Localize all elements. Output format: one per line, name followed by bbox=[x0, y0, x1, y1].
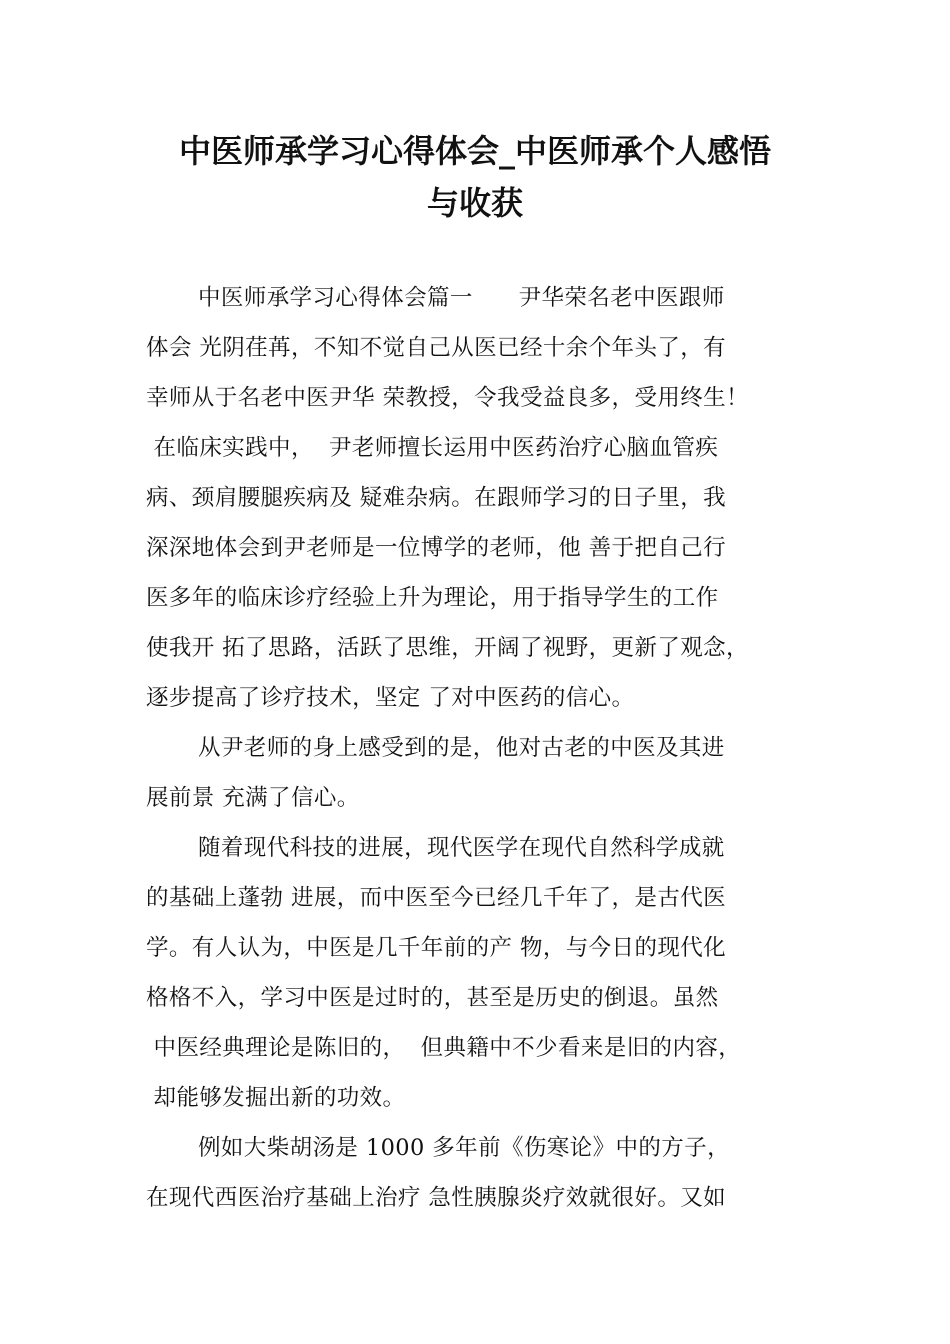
paragraph-line: 展前景 充满了信心。 bbox=[146, 785, 360, 811]
paragraph-line: 逐步提高了诊疗技术，坚定 了对中医药的信心。 bbox=[146, 685, 635, 711]
paragraph-line: 却能够发掘出新的功效。 bbox=[146, 1085, 406, 1111]
paragraph-line: 学。有人认为，中医是几千年前的产 物，与今日的现代化 bbox=[146, 935, 727, 961]
paragraph-line: 在临床实践中， 尹老师擅长运用中医药治疗心脑血管疾 bbox=[146, 435, 719, 461]
paragraph-line: 随着现代科技的进展，现代医学在现代自然科学成就 bbox=[198, 835, 725, 861]
paragraph-line: 中医经典理论是陈旧的， 但典籍中不少看来是旧的内容， bbox=[146, 1035, 742, 1061]
paragraph-line: 使我开 拓了思路，活跃了思维，开阔了视野，更新了观念， bbox=[146, 635, 749, 661]
paragraph-line: 中医师承学习心得体会篇一 尹华荣名老中医跟师 bbox=[198, 285, 725, 311]
paragraph-line: 体会 光阴荏苒，不知不觉自己从医已经十余个年头了，有 bbox=[146, 335, 727, 361]
paragraph-line: 病、颈肩腰腿疾病及 疑难杂病。在跟师学习的日子里，我 bbox=[146, 485, 727, 511]
paragraph-line: 的基础上蓬勃 进展，而中医至今已经几千年了，是古代医 bbox=[146, 885, 727, 911]
paragraph-line: 深深地体会到尹老师是一位博学的老师，他 善于把自己行 bbox=[146, 535, 727, 561]
paragraph-line: 医多年的临床诊疗经验上升为理论，用于指导学生的工作 bbox=[146, 585, 719, 611]
paragraph-line: 格格不入，学习中医是过时的，甚至是历史的倒退。虽然 bbox=[146, 985, 719, 1011]
paragraph-line: 在现代西医治疗基础上治疗 急性胰腺炎疗效就很好。又如 bbox=[146, 1185, 727, 1211]
paragraph-line: 例如大柴胡汤是 1000 多年前《伤寒论》中的方子， bbox=[198, 1135, 730, 1161]
paragraph-line: 幸师从于名老中医尹华 荣教授，令我受益良多，受用终生！ bbox=[146, 385, 749, 411]
paragraph-line: 从尹老师的身上感受到的是，他对古老的中医及其进 bbox=[198, 735, 725, 761]
document-title-line-2: 与收获 bbox=[426, 184, 523, 222]
document-title-line-1: 中医师承学习心得体会_中医师承个人感悟 bbox=[178, 132, 771, 170]
